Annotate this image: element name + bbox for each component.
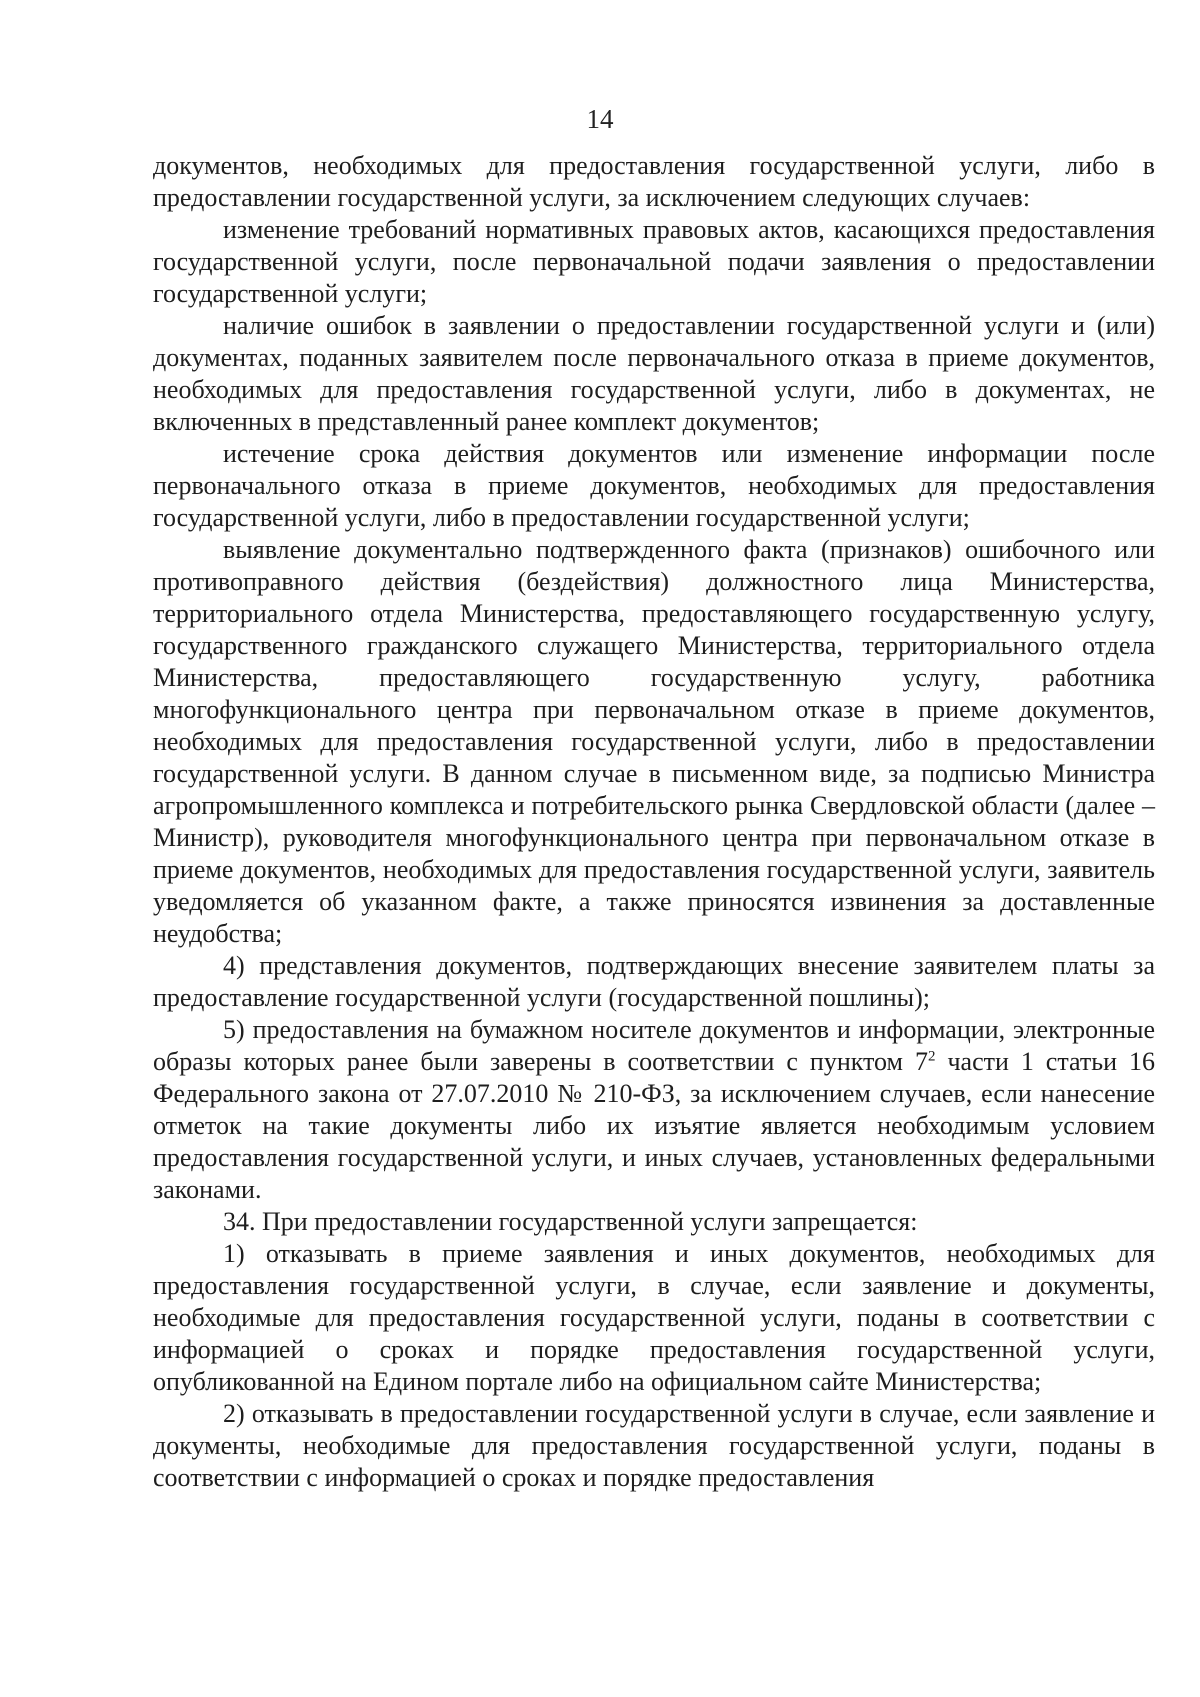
item-5-superscript: 2 [927,1048,936,1065]
page-number: 14 [586,104,614,134]
paragraph-34-item-2: 2) отказывать в предоставлении государственной услуги в случае, если заявление и документы, необходимые для предоставления государственной услуги, поданы в соответствии с информацией о сроках и порядке предоставления [153,1399,1155,1492]
item-5-text-start: 5) предоставления на бумажном носителе документов и информации, электронные образы которых ранее были заверены в соответствии с пунктом 7 [153,1015,1155,1076]
paragraph-wrongful-action: выявление документально подтвержденного факта (признаков) ошибочного или противоправного действия (бездействия) должностного лица Министерства, территориального отдела Министерства, предоставляющего государственную услугу, государственного гражданского служащего Министерства, территориального отдела Министерства, предоставляющего государственную услугу, работника многофункционального центра при первоначальном отказе в приеме документов, необходимых для предоставления государственной услуги, либо в предоставлении государственной услуги. В данном случае в письменном виде, за подписью Министра агропромышленного комплекса и потребительского рынка Свердловской области (далее – Министр), руководителя многофункционального центра при первоначальном отказе в приеме документов, необходимых для предоставления государственной услуги, заявитель уведомляется об указанном факте, а также приносятся извинения за доставленные неудобства; [153,535,1155,948]
item-5-text-end: части 1 статьи 16 Федерального закона от 27.07.2010 № 210-ФЗ, за исключением случаев, если нанесение отметок на такие документы либо их изъятие является необходимым условием предоставления государственной услуги, и иных случаев, установленных федеральными законами. [153,1047,1155,1204]
paragraph-expiry: истечение срока действия документов или изменение информации после первоначального отказа в приеме документов, необходимых для предоставления государственной услуги, либо в предоставлении государственной услуги; [153,439,1155,532]
paragraph-errors: наличие ошибок в заявлении о предоставлении государственной услуги и (или) документах, поданных заявителем после первоначального отказа в приеме документов, необходимых для предоставления государственной услуги, либо в документах, не включенных в представленный ранее комплект документов; [153,311,1155,436]
paragraph-requirements-change: изменение требований нормативных правовых актов, касающихся предоставления государственной услуги, после первоначальной подачи заявления о предоставлении государственной услуги; [153,215,1155,308]
paragraph-item-5 [153,1014,1155,1206]
paragraph-item-4: 4) представления документов, подтверждающих внесение заявителем платы за предоставление государственной услуги (государственной пошлины); [153,951,1155,1012]
document-body [153,150,1155,1494]
paragraph-continuation: документов, необходимых для предоставления государственной услуги, либо в предоставлении государственной услуги, за исключением следующих случаев: [153,151,1155,212]
paragraph-section-34: 34. При предоставлении государственной услуги запрещается: [223,1207,918,1236]
paragraph-34-item-1: 1) отказывать в приеме заявления и иных документов, необходимых для предоставления государственной услуги, в случае, если заявление и документы, необходимые для предоставления государственной услуги, поданы в соответствии с информацией о сроках и порядке предоставления государственной услуги, опубликованной на Едином портале либо на официальном сайте Министерства; [153,1239,1155,1396]
